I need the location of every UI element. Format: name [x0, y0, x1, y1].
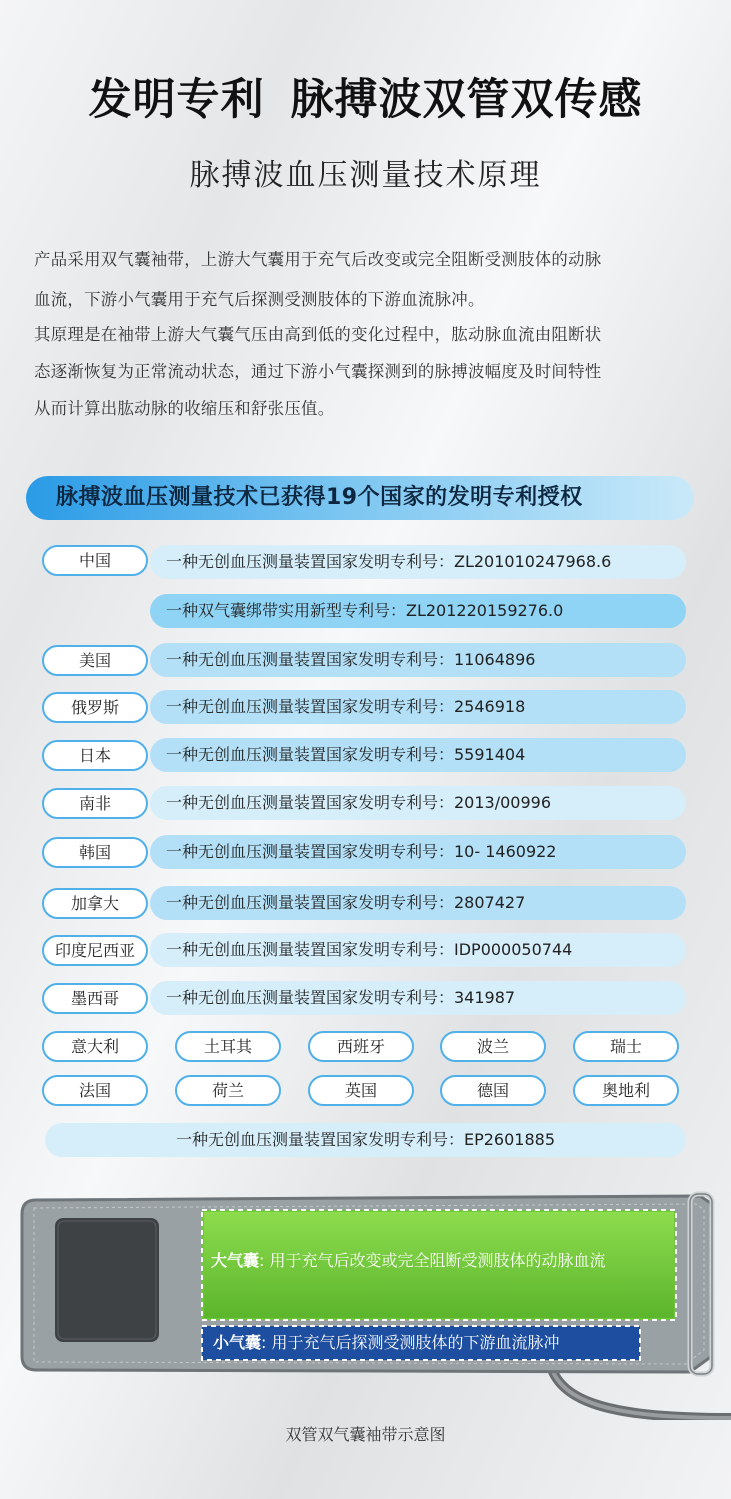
country-canada: 加拿大 — [42, 888, 148, 919]
paragraph-line: 从而计算出肱动脉的收缩压和舒张压值。 — [34, 399, 335, 418]
patent-number-mexico: 一种无创血压测量装置国家发明专利号：341987 — [150, 981, 686, 1015]
country-korea: 韩国 — [42, 837, 148, 868]
page-title — [0, 66, 731, 127]
large-bladder-desc: : 用于充气后改变或完全阻断受测肢体的动脉血流 — [259, 1251, 606, 1270]
paragraph-line: 其原理是在袖带上游大气囊气压由高到低的变化过程中，肱动脉血流由阻断状 — [34, 325, 602, 344]
country-italy: 意大利 — [42, 1031, 148, 1062]
country-japan: 日本 — [42, 740, 148, 771]
country-mexico: 墨西哥 — [42, 983, 148, 1014]
small-bladder-label — [203, 1327, 639, 1359]
country-usa: 美国 — [42, 645, 148, 676]
paragraph-line: 态逐渐恢复为正常流动状态，通过下游小气囊探测到的脉搏波幅度及时间特性 — [34, 362, 602, 381]
patent-number-indonesia: 一种无创血压测量装置国家发明专利号：IDP000050744 — [150, 933, 686, 967]
country-france: 法国 — [42, 1075, 148, 1106]
country-china: 中国 — [42, 545, 148, 576]
country-austria: 奥地利 — [573, 1075, 679, 1106]
country-russia: 俄罗斯 — [42, 692, 148, 723]
patent-number-china-1: 一种无创血压测量装置国家发明专利号：ZL201010247968.6 — [150, 545, 686, 579]
patent-number-japan: 一种无创血压测量装置国家发明专利号：5591404 — [150, 738, 686, 772]
small-bladder-key: 小气囊 — [213, 1333, 262, 1352]
title-part1: 发明专利 — [88, 75, 265, 125]
patent-number-china-2: 一种双气囊绑带实用新型专利号：ZL201220159276.0 — [150, 594, 686, 628]
country-indonesia: 印度尼西亚 — [42, 935, 148, 966]
paragraph-line: 血流，下游小气囊用于充气后探测受测肢体的下游血流脉冲。 — [34, 290, 485, 309]
patent-number-russia: 一种无创血压测量装置国家发明专利号：2546918 — [150, 690, 686, 724]
country-germany: 德国 — [440, 1075, 546, 1106]
large-bladder-label — [203, 1214, 675, 1314]
country-spain: 西班牙 — [308, 1031, 414, 1062]
title-part2: 脉搏波双管双传感 — [290, 75, 643, 125]
patent-number-usa: 一种无创血压测量装置国家发明专利号：11064896 — [150, 643, 686, 677]
country-turkey: 土耳其 — [175, 1031, 281, 1062]
patent-number-canada: 一种无创血压测量装置国家发明专利号：2807427 — [150, 886, 686, 920]
patent-number-korea: 一种无创血压测量装置国家发明专利号：10- 1460922 — [150, 835, 686, 869]
patent-number-europe: 一种无创血压测量装置国家发明专利号：EP2601885 — [45, 1123, 686, 1157]
large-bladder-key: 大气囊 — [211, 1251, 260, 1270]
paragraph-line: 产品采用双气囊袖带，上游大气囊用于充气后改变或完全阻断受测肢体的动脉 — [34, 250, 602, 269]
cuff-caption: 双管双气囊袖带示意图 — [285, 1425, 446, 1444]
country-uk: 英国 — [308, 1075, 414, 1106]
country-south-africa: 南非 — [42, 788, 148, 819]
patent-number-south-africa: 一种无创血压测量装置国家发明专利号：2013/00996 — [150, 786, 686, 820]
small-bladder-desc: : 用于充气后探测受测肢体的下游血流脉冲 — [261, 1333, 560, 1352]
country-poland: 波兰 — [440, 1031, 546, 1062]
country-switzerland: 瑞士 — [573, 1031, 679, 1062]
country-netherlands: 荷兰 — [175, 1075, 281, 1106]
patent-banner: 脉搏波血压测量技术已获得19个国家的发明专利授权 — [26, 476, 694, 520]
page-subtitle: 脉搏波血压测量技术原理 — [189, 158, 542, 193]
